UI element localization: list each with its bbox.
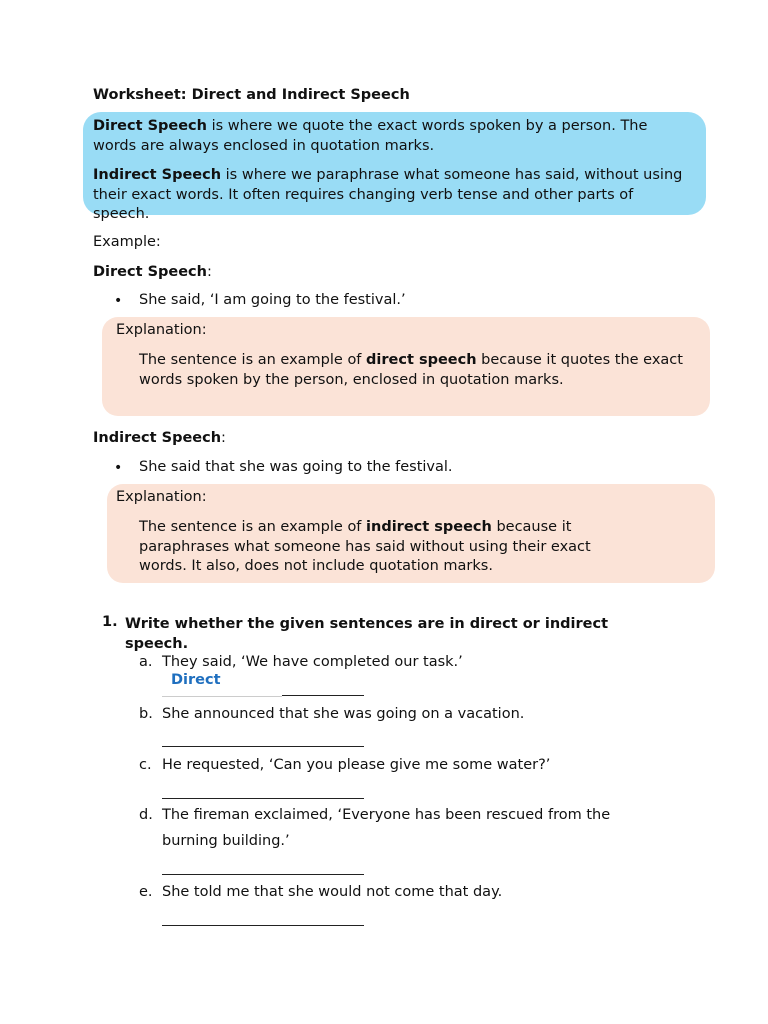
direct-explanation-text	[139, 351, 687, 390]
indirect-explanation-bold: indirect speech	[366, 519, 492, 535]
indirect-explanation-post: because it paraphrases what someone has said without using their exact words. It also, does not include quotation marks.	[139, 519, 591, 574]
bullet-icon: •	[114, 293, 123, 309]
indirect-speech-definition-text: is where we paraphrase what someone has said, without using their exact words. It often requires changing verb tense and other parts of speech.	[93, 167, 683, 222]
direct-speech-definition-text: is where we quote the exact words spoken by a person. The words are always enclosed in quotation marks.	[93, 118, 648, 154]
item-text: The fireman exclaimed, ‘Everyone has been rescued from the	[162, 807, 611, 823]
item-letter: d.	[139, 807, 153, 823]
item-text: She announced that she was going on a vacation.	[162, 706, 525, 722]
question-text: Write whether the given sentences are in direct or indirect speech.	[125, 616, 609, 652]
example-label: Example:	[93, 234, 161, 250]
item-text-continued: burning building.’	[162, 833, 290, 849]
answer-line[interactable]	[162, 746, 364, 747]
question-number: 1.	[102, 614, 118, 630]
item-letter: b.	[139, 706, 153, 722]
answer-line	[282, 695, 364, 696]
item-text: He requested, ‘Can you please give me some water?’	[162, 757, 551, 773]
answer-underline	[162, 696, 282, 697]
direct-example-sentence: She said, ‘I am going to the festival.’	[139, 292, 406, 308]
indirect-example-heading	[93, 430, 226, 446]
indirect-explanation-label: Explanation:	[116, 489, 207, 505]
worksheet-title: Worksheet: Direct and Indirect Speech	[93, 87, 410, 103]
indirect-heading-text: Indirect Speech	[93, 430, 222, 446]
indirect-example-sentence: She said that she was going to the festival.	[139, 459, 453, 475]
indirect-speech-definition	[93, 166, 693, 225]
answer-input[interactable]: Direct	[171, 672, 221, 688]
indirect-explanation-text	[139, 518, 639, 577]
answer-line[interactable]	[162, 925, 364, 926]
direct-heading-text: Direct Speech	[93, 264, 207, 280]
item-letter: c.	[139, 757, 152, 773]
direct-heading-colon: :	[206, 264, 212, 280]
item-letter: a.	[139, 654, 153, 670]
item-text: She told me that she would not come that day.	[162, 884, 503, 900]
direct-explanation-bold: direct speech	[366, 352, 477, 368]
direct-speech-definition	[93, 117, 693, 156]
indirect-heading-colon: :	[221, 430, 226, 446]
direct-explanation-label: Explanation:	[116, 322, 207, 338]
item-letter: e.	[139, 884, 153, 900]
item-text: They said, ‘We have completed our task.’	[162, 654, 463, 670]
answer-line[interactable]	[162, 874, 364, 875]
direct-speech-term: Direct Speech	[93, 118, 207, 134]
answer-line[interactable]	[162, 798, 364, 799]
indirect-speech-term: Indirect Speech	[93, 167, 222, 183]
direct-explanation-pre: The sentence is an example of	[139, 352, 367, 368]
indirect-explanation-pre: The sentence is an example of	[139, 519, 367, 535]
direct-example-heading	[93, 264, 212, 280]
direct-explanation-post: because it quotes the exact words spoken by the person, enclosed in quotation marks.	[139, 352, 683, 388]
bullet-icon: •	[114, 460, 123, 476]
